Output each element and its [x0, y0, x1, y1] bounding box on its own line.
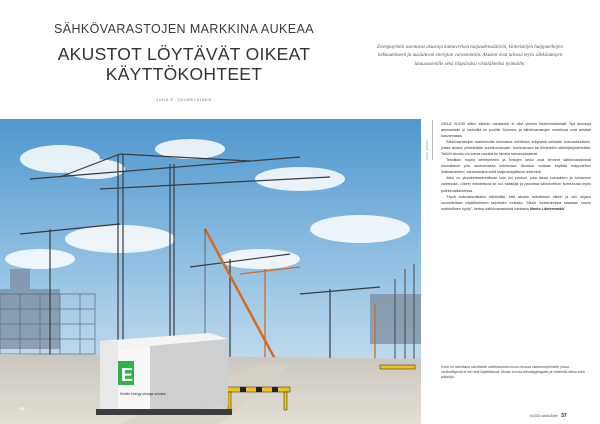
article-lead: Energiayhtiöt asentavat akustoja kantaverkon taajuudensäätöön, kiinteistöjen huipputehojen leikkaamiseen ja uusiutuvan energian varastointiin. Akustot ovat tulossa myös sähköautojen latausasemille sekä tilapäisiksi virtalähteiksi työmaille.	[377, 45, 563, 67]
container-logo: E	[121, 365, 134, 385]
body-paragraph: Tekniikan nopea kehittyminen ja hintojen lasku ovat tehneet sähkövarastoista kannattavia yhä useammassa kohteessa. Akustoa voidaan käyttää huipputehon leikkaamiseen, varavoimana sekä taajuusohjattuna reservinä.	[441, 158, 591, 175]
construction-site-photo	[0, 119, 421, 424]
page-number-left: 36	[20, 406, 25, 411]
headline-line-1: AKUSTOT LÖYTÄVÄT OIKEAT	[57, 44, 311, 64]
article-headline	[34, 44, 334, 84]
page-folio-right	[530, 413, 567, 419]
article-body	[441, 121, 591, 212]
photo-caption: Ensto on toimittanut siirrettävän sähkövaraston muun muassa rakennustyömaille, joissa verkkoliittymää ei ole vielä käytettävissä. Akusto korvaa dieselaggregaatin ja vähentää melua sekä päästöjä.	[441, 365, 585, 380]
issue-label: 6/2020 sähkö&tele	[530, 414, 559, 418]
body-paragraph: Akku on yksinkertaisimmillaan kuin iso puskuri, joka tasaa kulutuksen ja tuotannon vaihteluita. Oikein mitoitettuna se tuo säästöjä ja parantaa sähköverkon toimivuutta myös poikkeustilanteissa.	[441, 176, 591, 193]
headline-line-2: KÄYTTÖKOHTEET	[105, 64, 263, 84]
body-paragraph: VIELÄ VUOSI sitten sähkön varastointi ei ollut yleinen liiketoimintamalli. Nyt akustoja asennetaan jo vauhdilla eri puolille Suomea, ja sähkövarastojen markkinat ovat selvästi kasvamassa.	[441, 122, 591, 139]
page-number-right: 37	[561, 413, 567, 419]
body-paragraph	[441, 194, 591, 212]
energy-storage-container	[96, 333, 232, 415]
photo-credit-rule	[432, 120, 433, 160]
quote-signature: Marko Lähteenmäki.	[529, 206, 566, 211]
article-kicker: SÄHKÖVARASTOJEN MARKKINA AUKEAA	[54, 22, 314, 36]
photo-credit: KUVA: ENSTO	[425, 140, 429, 160]
article-byline: JUHA E. SALMELAINEN	[156, 97, 212, 102]
body-paragraph: Sähkövarastojen markkinoilla kiinnostus kohdistuu erityisesti sellaisiin kokonaisuuksiin, joissa akusto yhdistetään aurinkovoimaan, tuulivoimaan tai kiinteistön sähköjärjestelmään. Tällöin akusto voi toimia usealla eri tavalla samanaikaisesti.	[441, 140, 591, 157]
body-paragraph-text: "Hyvä kokonaisratkaisu edellyttää, että akusto mitoitetaan oikein ja sen ohjaus suunnitellaan käyttökohteen tarpeiden mukaan. Silloin investoinnista saadaan suurin mahdollinen hyöty", kertoo sähkövarastoista vastaava	[441, 194, 591, 211]
container-text: Mobile energy storage solution	[120, 392, 167, 396]
